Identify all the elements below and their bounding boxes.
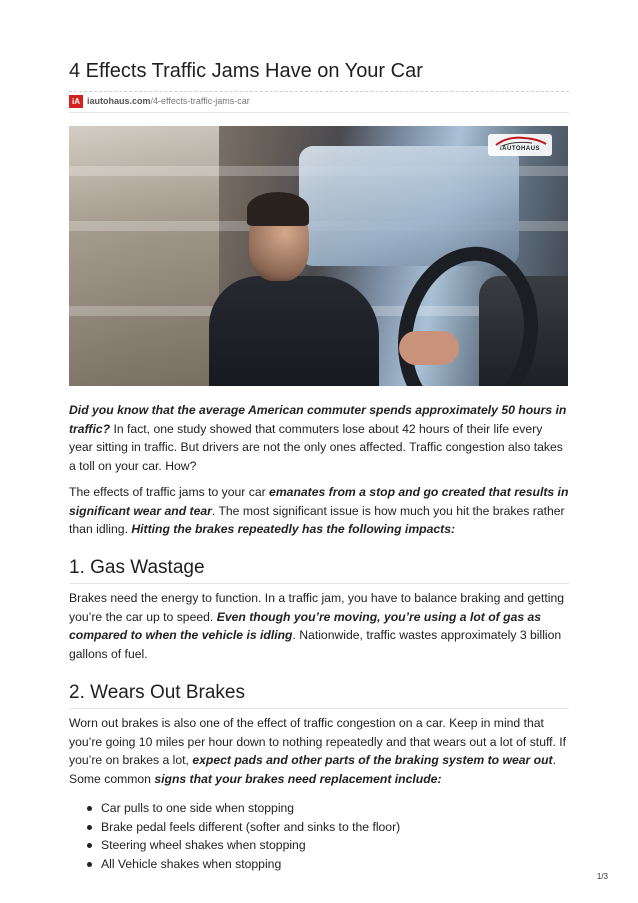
list-item-text: Car pulls to one side when stopping <box>101 801 295 815</box>
list-item <box>69 836 569 855</box>
intro-emphasis: Hitting the brakes repeatedly has the following impacts: <box>131 522 456 537</box>
section-heading-wears-out-brakes: 2. Wears Out Brakes <box>69 682 245 703</box>
list-item-text: Steering wheel shakes when stopping <box>101 838 306 853</box>
source-link[interactable] <box>87 96 250 106</box>
driver-hand <box>399 331 459 365</box>
intro-emphasis: emanates from a stop and go created that results in significant wear and tear <box>69 485 569 518</box>
section-divider <box>69 583 569 584</box>
body-text: Worn out brakes is also one of the effect of traffic congestion on a car. Keep in mind that you’re going 10 miles per hour down to nothing repeatedly and that wears out a lot of stuff. If you’re on brakes a lot, <box>69 716 567 768</box>
driver-hair <box>247 192 309 226</box>
gas-wastage-paragraph <box>69 589 569 663</box>
list-item <box>69 818 569 837</box>
source-line <box>69 91 569 113</box>
body-text: . Nationwide, traffic wastes approximately 3 billion gallons of fuel. <box>69 628 562 661</box>
bullet-icon <box>87 843 92 848</box>
source-divider-top <box>69 91 569 92</box>
brake-signs-list <box>69 799 569 873</box>
bullet-icon <box>87 862 92 867</box>
brand-logo-text: iAUTOHAUS <box>500 146 541 152</box>
hero-blur-left <box>69 126 219 386</box>
bullet-icon <box>87 806 92 811</box>
source-path[interactable]: /4-effects-traffic-jams-car <box>150 96 250 106</box>
list-item-text: All Vehicle shakes when stopping <box>101 856 282 871</box>
intro-paragraph-1 <box>69 401 569 475</box>
intro-text: In fact, one study showed that commuters lose about 42 hours of their life every year sitting in traffic. But drivers are not the only ones affected. Traffic congestion also takes a toll on your car. How? <box>69 421 563 473</box>
brand-logo <box>488 134 552 156</box>
body-emphasis: expect pads and other parts of the braking system to wear out <box>192 753 553 768</box>
body-text: . Some common <box>69 753 556 786</box>
list-item <box>69 855 569 874</box>
section-heading-gas-wastage: 1. Gas Wastage <box>69 557 205 578</box>
list-item-text: Brake pedal feels different (softer and sinks to the floor) <box>101 819 401 834</box>
driver-body <box>209 276 379 386</box>
intro-text: The effects of traffic jams to your car <box>69 485 270 499</box>
page-number: 1/3 <box>596 872 608 881</box>
body-text: Brakes need the energy to function. In a traffic jam, you have to balance braking and getting you’re the car up to speed. <box>69 591 565 624</box>
bullet-icon <box>87 825 92 830</box>
source-divider-bottom <box>69 112 569 113</box>
intro-paragraph-2 <box>69 483 569 539</box>
intro-emphasis: Did you know that the average American commuter spends approximately 50 hours in traffic? <box>69 403 567 436</box>
source-logo: iA <box>69 95 83 108</box>
section-divider <box>69 708 569 709</box>
source-domain[interactable]: iautohaus.com <box>87 96 151 106</box>
page-title: 4 Effects Traffic Jams Have on Your Car <box>69 60 423 82</box>
hero-image <box>69 126 568 386</box>
brakes-paragraph <box>69 714 569 788</box>
body-emphasis: signs that your brakes need replacement include: <box>154 771 442 786</box>
body-emphasis: Even though you’re moving, you’re using a lot of gas as compared to when the vehicle is idling <box>69 609 542 643</box>
car-silhouette-icon <box>488 134 552 156</box>
intro-text: . The most significant issue is how much you hit the brakes rather than idling. <box>69 503 565 537</box>
list-item <box>69 799 569 818</box>
